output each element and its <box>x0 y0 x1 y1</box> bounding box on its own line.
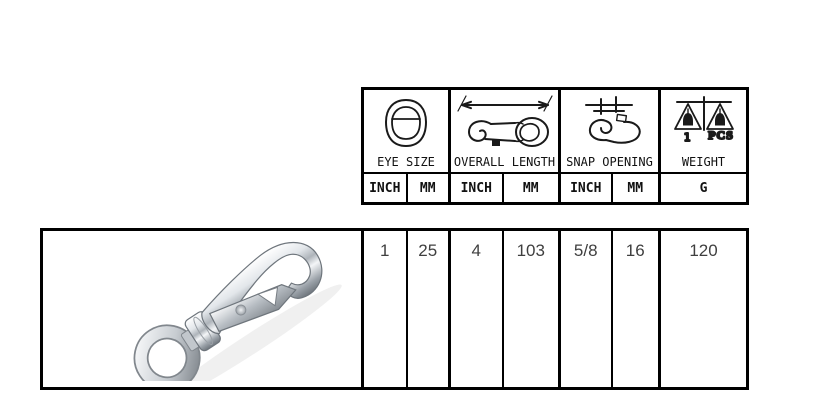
product-row <box>42 230 748 389</box>
section-label-eye-size: EYE SIZE <box>377 155 435 169</box>
value-snap-opening-inch: 5/8 <box>560 230 612 389</box>
unit-cell-weight-g: G <box>660 173 748 204</box>
value-overall-length-mm: 103 <box>503 230 560 389</box>
spec-header-table <box>361 87 749 205</box>
value-weight-g: 120 <box>660 230 748 389</box>
value-eye-size-inch: 1 <box>363 230 407 389</box>
overall-length-icon <box>451 90 558 155</box>
snap-opening-icon <box>561 90 658 155</box>
swivel-snap-hook-product-image <box>112 241 352 381</box>
section-label-weight: WEIGHT <box>681 155 726 169</box>
product-photo-cell <box>42 230 363 389</box>
weight-header-cell <box>660 89 748 174</box>
section-label-snap-opening: SNAP OPENING <box>566 155 653 169</box>
weight-icon <box>661 90 746 155</box>
eye-size-header-cell <box>363 89 450 174</box>
value-eye-size-mm: 25 <box>407 230 450 389</box>
overall-length-header-cell <box>450 89 560 174</box>
product-spec-table <box>40 228 749 390</box>
unit-cell-snap-opening-mm: MM <box>612 173 660 204</box>
unit-cell-snap-opening-inch: INCH <box>560 173 612 204</box>
snap-opening-header-cell <box>560 89 660 174</box>
value-overall-length-inch: 4 <box>450 230 503 389</box>
unit-cell-overall-length-mm: MM <box>503 173 560 204</box>
section-label-overall-length: OVERALL LENGTH <box>453 155 556 169</box>
unit-cell-eye-size-mm: MM <box>407 173 450 204</box>
unit-cell-overall-length-inch: INCH <box>450 173 503 204</box>
spec-icon-row <box>363 89 748 174</box>
unit-cell-eye-size-inch: INCH <box>363 173 407 204</box>
spec-unit-row <box>363 173 748 204</box>
value-snap-opening-mm: 16 <box>612 230 660 389</box>
weight-icon-pcs-label: PCS <box>707 127 734 142</box>
weight-icon-left-pan-label: 1 <box>683 130 690 144</box>
eye-size-icon <box>364 90 448 155</box>
